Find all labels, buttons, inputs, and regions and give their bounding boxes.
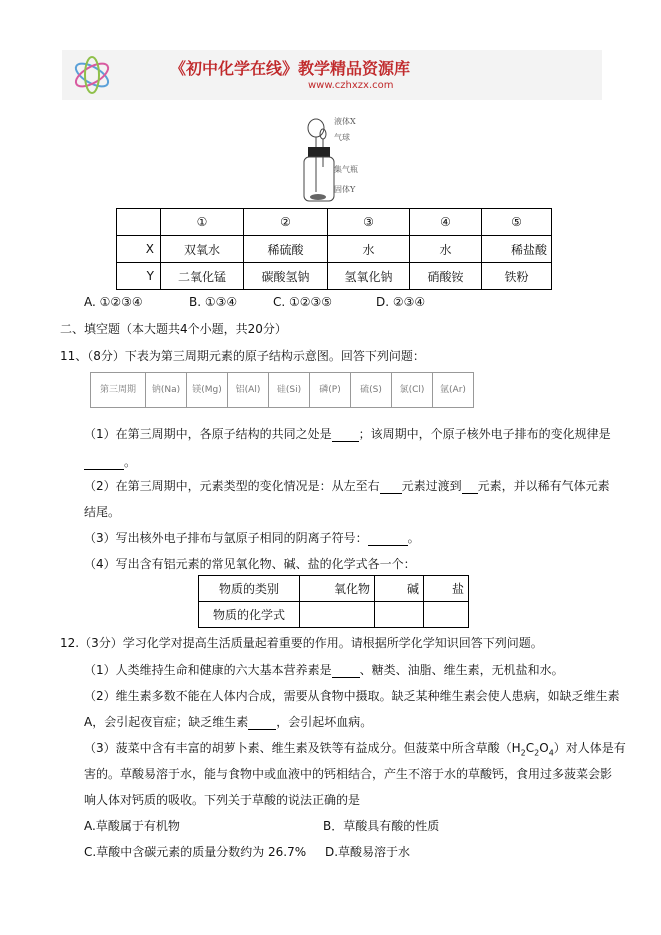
cell: 碳酸氢钠	[244, 263, 328, 290]
header-cell: ③	[328, 209, 410, 236]
header-cell	[117, 209, 161, 236]
header-cell: ④	[410, 209, 482, 236]
period-table	[90, 372, 474, 408]
text: 、糖类、油脂、维生素，无机盐和水。	[359, 663, 564, 677]
table-row	[117, 236, 552, 263]
text: C	[525, 741, 535, 755]
header-cell: ⑤	[482, 209, 552, 236]
text: ）对人体是有	[553, 741, 626, 755]
answer-cell[interactable]	[300, 602, 375, 628]
cell: 水	[410, 236, 482, 263]
cell: 水	[328, 236, 410, 263]
subscript: 2	[534, 748, 540, 758]
label-gas-bottle: 集气瓶	[334, 165, 358, 174]
element-cell: 氯(Cl)	[392, 373, 433, 408]
text: （1）在第三周期中，各原子结构的共同之处是	[84, 427, 332, 441]
text: ，会引起坏血病。	[276, 715, 373, 729]
header-cell: 氧化物	[300, 576, 375, 602]
element-cell: 磷(P)	[310, 373, 351, 408]
answer-cell[interactable]	[375, 602, 424, 628]
option-a: A. ①②③④	[84, 295, 143, 309]
row-label: 物质的化学式	[199, 602, 300, 628]
row-label: Y	[117, 263, 161, 290]
q11-part2	[84, 477, 610, 494]
text: A，会引起夜盲症；缺乏维生素	[84, 715, 249, 729]
q11-part1	[84, 425, 611, 442]
table-row	[117, 263, 552, 290]
answer-blank[interactable]	[368, 533, 408, 546]
element-cell: 氩(Ar)	[433, 373, 474, 408]
element-cell: 硫(S)	[351, 373, 392, 408]
q12-part1	[84, 661, 564, 678]
text: O	[539, 741, 549, 755]
header-cell: 物质的类别	[199, 576, 300, 602]
cell: 稀硫酸	[244, 236, 328, 263]
q12-part2-cont	[84, 713, 372, 730]
formula-table	[198, 575, 469, 628]
text: 元素，并以稀有气体元素	[477, 479, 610, 493]
option-c: C. ①②③⑤	[273, 295, 333, 309]
banner-url: www.czhxzx.com	[308, 80, 394, 91]
text: ；该周期中，个原子核外电子排布的变化规律是	[358, 427, 611, 441]
cell: 二氧化锰	[161, 263, 244, 290]
header-cell: 碱	[375, 576, 424, 602]
answer-blank[interactable]	[462, 481, 478, 494]
period-label: 第三周期	[91, 373, 146, 408]
answer-blank[interactable]	[332, 665, 360, 678]
answer-blank[interactable]	[84, 457, 124, 470]
q12-option-a: A.草酸属于有机物	[84, 819, 180, 833]
reagent-table	[116, 208, 552, 290]
element-cell: 硅(Si)	[269, 373, 310, 408]
q12-option-c: C.草酸中含碳元素的质量分数约为 26.7%	[84, 845, 307, 859]
q12-option-b: B．草酸具有酸的性质	[323, 819, 440, 833]
answer-blank[interactable]	[380, 481, 402, 494]
text: （1）人类维持生命和健康的六大基本营养素是	[84, 663, 332, 677]
q11-part4: （4）写出含有铝元素的常见氧化物、碱、盐的化学式各一个：	[84, 557, 416, 571]
q12-part3-line3: 响人体对钙质的吸收。下列关于草酸的说法正确的是	[84, 793, 361, 807]
cell: 双氧水	[161, 236, 244, 263]
q12-option-d: D.草酸易溶于水	[325, 845, 411, 859]
cell: 硝酸铵	[410, 263, 482, 290]
option-d: D. ②③④	[376, 295, 426, 309]
label-balloon: 气球	[334, 133, 350, 142]
q12-part2: （2）维生素多数不能在人体内合成，需要从食物中摄取。缺乏某种维生素会使人患病，如缺乏维生素	[84, 689, 620, 703]
element-cell: 钠(Na)	[146, 373, 187, 408]
subscript: 2	[520, 748, 526, 758]
text: 。	[124, 455, 137, 469]
cell: 铁粉	[482, 263, 552, 290]
element-cell: 铝(Al)	[228, 373, 269, 408]
q12-part3-line2: 害的。草酸易溶于水，能与食物中或血液中的钙相结合，产生不溶于水的草酸钙，食用过多菠菜会影	[84, 767, 613, 781]
header-cell: 盐	[424, 576, 469, 602]
q12-part3	[84, 739, 626, 757]
label-solid-y: 固体Y	[334, 185, 356, 194]
banner-title: 《初中化学在线》教学精品资源库	[170, 59, 411, 78]
q11-part3	[84, 529, 420, 546]
subscript: 4	[548, 748, 554, 758]
q11-stem: 11、（8分）下表为第三周期元素的原子结构示意图。回答下列问题：	[60, 349, 425, 363]
q12-stem: 12.（3分）学习化学对提高生活质量起着重要的作用。请根据所学化学知识回答下列问题。	[60, 636, 543, 650]
cell: 稀盐酸	[482, 236, 552, 263]
answer-blank[interactable]	[248, 717, 276, 730]
text: 元素过渡到	[401, 479, 462, 493]
q11-part1-cont	[84, 453, 136, 470]
element-cell: 镁(Mg)	[187, 373, 228, 408]
table-row	[199, 602, 469, 628]
text: 。	[407, 531, 420, 545]
logo-icon	[70, 54, 114, 96]
answer-blank[interactable]	[332, 429, 359, 442]
header-cell: ②	[244, 209, 328, 236]
text: （3）菠菜中含有丰富的胡萝卜素、维生素及铁等有益成分。但菠菜中所含草酸（H	[84, 741, 521, 755]
section-heading: 二、填空题（本大题共4个小题，共20分）	[60, 322, 287, 336]
row-label: X	[117, 236, 161, 263]
cell: 氢氧化钠	[328, 263, 410, 290]
q11-part2-end: 结尾。	[84, 505, 121, 519]
label-liquid-x: 液体X	[334, 117, 356, 126]
text: （2）在第三周期中，元素类型的变化情况是：从左至右	[84, 479, 380, 493]
header-cell: ①	[161, 209, 244, 236]
option-b: B. ①③④	[189, 295, 238, 309]
answer-cell[interactable]	[424, 602, 469, 628]
text: （3）写出核外电子排布与氩原子相同的阴离子符号：	[84, 531, 368, 545]
